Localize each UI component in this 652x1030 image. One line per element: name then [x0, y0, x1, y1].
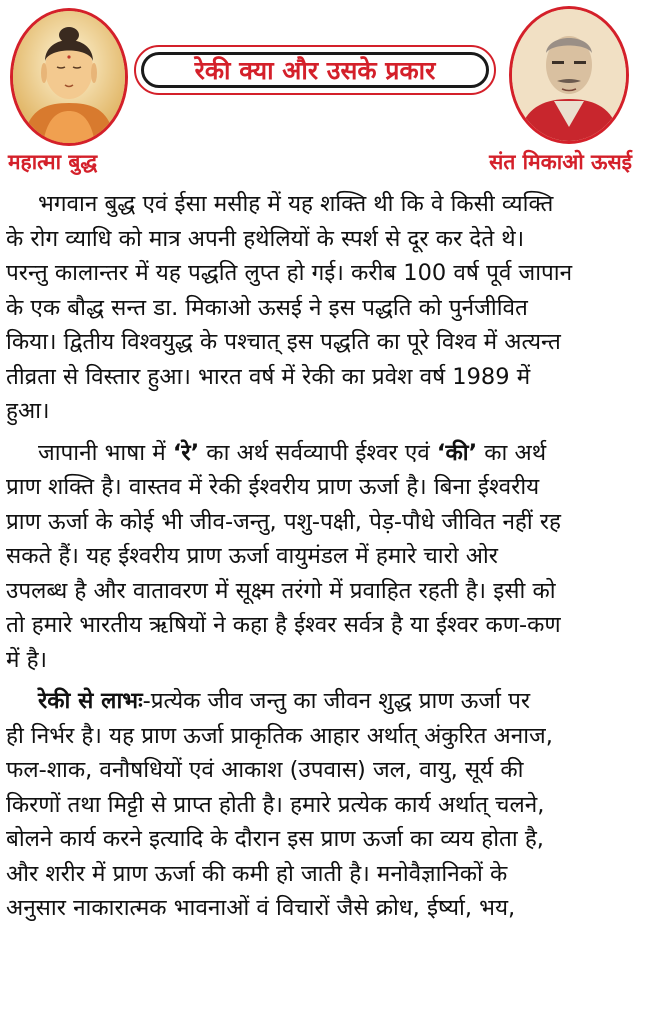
text-line [6, 436, 638, 471]
text-line: ही निर्भर है। यह प्राण ऊर्जा प्राकृतिक आहार अर्थात् अंकुरित अनाज, [6, 722, 553, 749]
paragraph-meaning [6, 436, 638, 678]
text-line: हुआ। [6, 398, 50, 424]
text-line: और शरीर में प्राण ऊर्जा की कमी हो जाती है। मनोवैज्ञानिकों के [6, 860, 508, 887]
text-line [6, 684, 638, 719]
paragraph-history [6, 187, 638, 429]
term-re: ‘रे’ [172, 439, 200, 466]
text-line: प्राण ऊर्जा के कोई भी जीव-जन्तु, पशु-पक्षी, पेड़-पौधे जीवित नहीं रह [6, 508, 562, 535]
text-segment: का अर्थ सर्वव्यापी ईश्वर एवं [199, 439, 437, 466]
text-line: के एक बौद्ध सन्त डा. मिकाओ ऊसई ने इस पद्धति को पुर्नजीवित [6, 294, 528, 321]
usui-portrait [509, 6, 629, 144]
buddha-portrait [10, 8, 128, 146]
text-line: भगवान बुद्ध एवं ईसा मसीह में यह शक्ति थी कि वे किसी व्यक्ति [38, 191, 554, 217]
text-line: तीव्रता से विस्तार हुआ। भारत वर्ष में रेकी का प्रवेश वर्ष 1989 में [6, 363, 531, 390]
title-frame [134, 45, 496, 95]
text-segment: जापानी भाषा में [38, 439, 173, 466]
benefits-heading: रेकी से लाभः [38, 688, 143, 714]
usui-caption: संत मिकाओ ऊसई [489, 150, 632, 174]
text-segment: का अर्थ [477, 439, 547, 466]
paragraph-benefits [6, 684, 638, 926]
text-line: उपलब्ध है और वातावरण में सूक्ष्म तरंगो में प्रवाहित रहती है। इसी को [6, 577, 556, 604]
text-segment: -प्रत्येक जीव जन्तु का जीवन शुद्ध प्राण ऊर्जा पर [142, 688, 531, 714]
buddha-caption: महात्मा बुद्ध [8, 150, 98, 174]
text-line: तो हमारे भारतीय ऋषियों ने कहा है ईश्वर सर्वत्र है या ईश्वर कण-कण [6, 612, 561, 638]
text-line: फल-शाक, वनौषधियों एवं आकाश (उपवास) जल, वायु, सूर्य की [6, 757, 524, 783]
buddha-image [13, 11, 125, 143]
text-line: में है। [6, 646, 48, 673]
text-line: परन्तु कालान्तर में यह पद्धति लुप्त हो गई। करीब 100 वर्ष पूर्व जापान [6, 260, 573, 286]
text-line: बोलने कार्य करने इत्यादि के दौरान इस प्राण ऊर्जा का व्यय होता है, [6, 826, 544, 852]
text-line: प्राण शक्ति है। वास्तव में रेकी ईश्वरीय प्राण ऊर्जा है। बिना ईश्वरीय [6, 474, 540, 500]
text-line: किरणों तथा मिट्टी से प्राप्त होती है। हमारे प्रत्येक कार्य अर्थात् चलने, [6, 791, 545, 818]
page-title: रेकी क्या और उसके प्रकार [141, 52, 489, 88]
text-line: अनुसार नाकारात्मक भावनाओं वं विचारों जैसे क्रोध, ईर्ष्या, भय, [6, 895, 516, 921]
text-line: के रोग व्याधि को मात्र अपनी हथेलियों के स्पर्श से दूर कर देते थे। [6, 225, 525, 252]
term-ki: ‘की’ [436, 439, 478, 466]
text-line: किया। द्वितीय विश्वयुद्ध के पश्चात् इस पद्धति का पूरे विश्व में अत्यन्त [6, 329, 561, 355]
article-body [6, 187, 638, 933]
text-line: सकते हैं। यह ईश्वरीय प्राण ऊर्जा वायुमंडल में हमारे चारो ओर [6, 543, 498, 569]
usui-image [512, 9, 626, 141]
